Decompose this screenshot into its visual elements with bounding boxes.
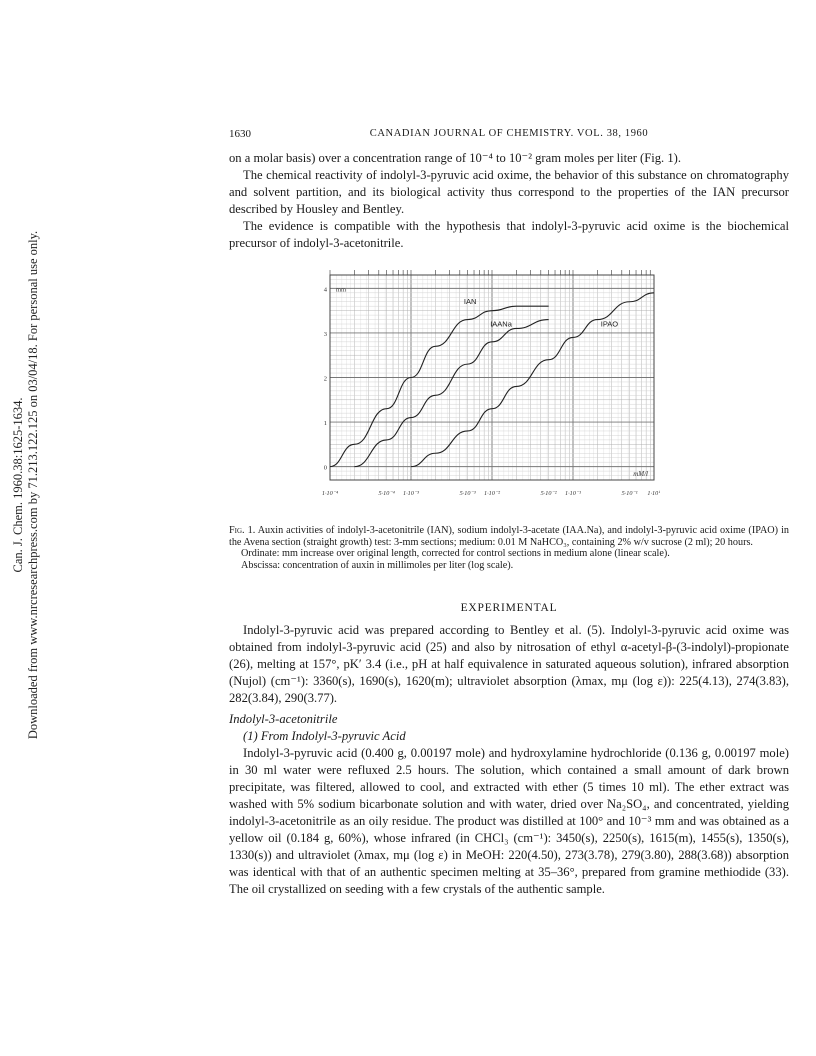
y-tick-label: 3 <box>323 330 327 338</box>
x-tick-label: 5·10⁻² <box>540 490 557 497</box>
experimental-paragraph-1: Indolyl-3-pyruvic acid was prepared according to Bentley et al. (5). Indolyl-3-pyruvic acid oxime was obtained from indolyl-3-pyruvic acid (25) and also by nitrosation of ethyl α-acetyl-β-(3-indolyl)-propionate (26), melting at 157°, pK′ 3.4 (i.e., pH at half equivalence in saturated aqueous solution), infrared absorption (Nujol) (cm⁻¹): 3360(s), 1690(s), 1620(m); ultraviolet absorption (λmax, mμ (log ε)): 225(4.13), 274(3.83), 282(3.84), 290(3.77). <box>229 623 789 705</box>
y-tick-label: 0 <box>323 464 327 472</box>
intro-paragraph-2: The chemical reactivity of indolyl-3-pyruvic acid oxime, the behavior of this substance on chromatography and solvent partition, and its biological activity thus correspond to the properties of the IAN precursor described by Housley and Bentley. <box>229 168 789 216</box>
y-tick-label: 1 <box>323 420 327 428</box>
sub-subheading: (1) From Indolyl-3-pyruvic Acid <box>243 729 406 743</box>
caption-ordinate: Ordinate: mm increase over original length, corrected for control sections in medium alone (linear scale). <box>241 548 670 559</box>
figure-1-chart <box>318 265 660 527</box>
watermark-citation: Can. J. Chem. 1960.38:1625-1634. <box>11 397 25 573</box>
journal-title: CANADIAN JOURNAL OF CHEMISTRY. VOL. 38, 1960 <box>369 128 649 139</box>
ordinate-unit-label: mm <box>336 286 347 294</box>
curve-label: IAN <box>463 296 477 306</box>
intro-paragraph-3: The evidence is compatible with the hypothesis that indolyl-3-pyruvic acid oxime is the biochemical precursor of indolyl-3-acetonitrile. <box>229 219 789 250</box>
chart-grid <box>330 270 654 480</box>
section-title: EXPERIMENTAL <box>460 602 558 614</box>
caption-abscissa: Abscissa: concentration of auxin in millimoles per liter (log scale). <box>241 559 514 571</box>
chart-svg <box>318 265 660 527</box>
x-tick-label: 1·10⁻⁴ <box>321 490 339 497</box>
x-tick-label: 5·10⁻⁴ <box>378 490 395 497</box>
intro-text <box>229 150 789 252</box>
caption-label: Fig. 1. <box>229 525 256 536</box>
abscissa-unit-label: mM/l <box>633 470 648 478</box>
running-header <box>229 128 789 144</box>
y-tick-label: 2 <box>323 375 327 383</box>
curve-label: IPAO <box>600 319 619 329</box>
curve-label: IAANa <box>490 319 512 329</box>
experimental-paragraph-2: Indolyl-3-pyruvic acid (0.400 g, 0.00197 mole) and hydroxylamine hydrochloride (0.136 g, 0.00197 mole) in 30 ml water were refluxed 2.5 hours. The solution, which contained a small amount of dark brown precipitate, was filtered, allowed to cool, and extracted with ether (5 times 10 ml). The ether extract was washed with 5% sodium bicarbonate solution and with water, dried over Na₂SO₄, and concentrated, yielding indolyl-3-acetonitrile as an oily residue. The product was distilled at 100° and 10⁻³ mm and was obtained as a yellow oil (0.184 g, 60%), whose infrared (in CHCl₃ (cm⁻¹): 3450(s), 2250(s), 1615(m), 1455(s), 1350(s), 1330(s)) and ultraviolet (λmax, mμ (log ε) in MeOH: 220(4.50), 273(3.78), 279(3.80), 288(3.68)) absorption was identical with that of an authentic specimen melting at 35–36°, prepared from gramine methiodide (33). The oil crystallized on seeding with a few crystals of the authentic sample. <box>229 746 789 896</box>
subheading: Indolyl-3-acetonitrile <box>229 712 338 726</box>
x-tick-label: 5·10⁻³ <box>459 490 476 497</box>
figure-caption <box>229 525 789 571</box>
y-tick-label: 4 <box>323 286 327 294</box>
x-tick-label: 1·10⁻² <box>484 490 500 497</box>
x-tick-label: 1·10⁰ <box>647 490 660 497</box>
intro-paragraph-1: on a molar basis) over a concentration range of 10⁻⁴ to 10⁻² gram moles per liter (Fig. 1). <box>229 151 681 165</box>
caption-text: Auxin activities of indolyl-3-acetonitrile (IAN), sodium indolyl-3-acetate (IAA.Na), and indolyl-3-pyruvic acid oxime (IPAO) in the Avena section (straight growth) test: 3-mm sections; medium: 0.01 M NaHCO₃, containing 2% w/v sucrose (2 ml); 20 hours. <box>229 525 789 548</box>
caption-main <box>229 525 789 548</box>
watermark-download-note: Downloaded from www.nrcresearchpress.com by 71.213.122.125 on 03/04/18. For personal use only. <box>26 230 40 740</box>
x-tick-label: 1·10⁻³ <box>403 490 419 497</box>
x-tick-label: 1·10⁻¹ <box>565 490 581 497</box>
experimental-text <box>229 622 789 898</box>
download-watermark <box>6 230 46 740</box>
page-number: 1630 <box>229 128 251 140</box>
x-tick-label: 5·10⁻¹ <box>621 490 638 497</box>
chart-y-ticks <box>324 286 346 471</box>
